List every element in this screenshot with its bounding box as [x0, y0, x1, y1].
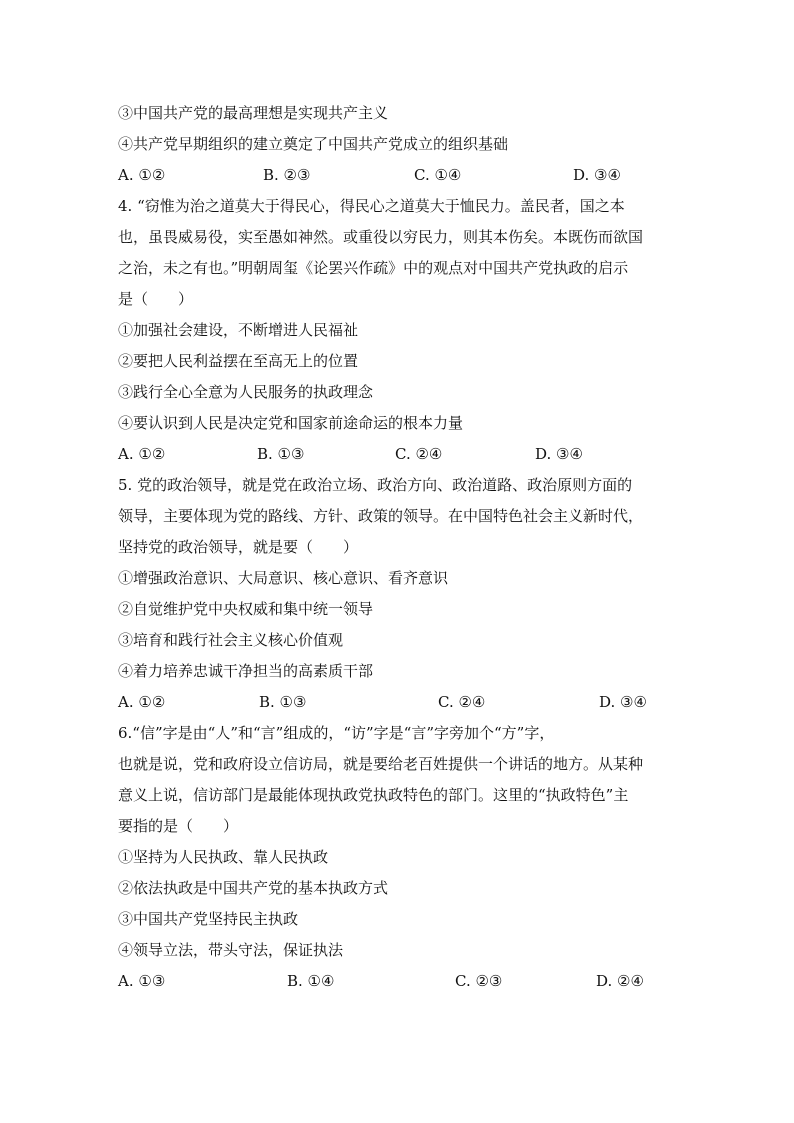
option-b: B. ①③ [259, 693, 307, 711]
question-stem-line: 领导，主要体现为党的路线、方针、政策的领导。在中国特色社会主义新时代， [118, 507, 644, 525]
question-stem-line: 也，虽畏威易役，实至愚如神然。或重役以穷民力，则其本伤矣。本既伤而欲国 [118, 228, 644, 246]
option-b: B. ①③ [257, 445, 305, 463]
statement: ②要把人民利益摆在至高无上的位置 [118, 352, 359, 370]
answer-options [118, 160, 688, 191]
statement: ④共产党早期组织的建立奠定了中国共产党成立的组织基础 [118, 135, 509, 153]
option-a: A. ①② [118, 693, 166, 711]
option-a: A. ①③ [118, 972, 166, 990]
exam-page [118, 98, 688, 997]
answer-options [118, 439, 688, 470]
option-d: D. ③④ [573, 166, 621, 184]
option-d: D. ②④ [596, 972, 644, 990]
option-c: C. ①④ [414, 166, 462, 184]
option-d: D. ③④ [535, 445, 583, 463]
question-4 [118, 191, 688, 470]
statement: ①增强政治意识、大局意识、核心意识、看齐意识 [118, 569, 449, 587]
question-stem-line: 5. 党的政治领导，就是党在政治立场、政治方向、政治道路、政治原则方面的 [118, 476, 633, 494]
option-c: C. ②④ [438, 693, 486, 711]
statement: ②自觉维护党中央权威和集中统一领导 [118, 600, 374, 618]
question-stem-line: 要指的是（ ） [118, 817, 239, 835]
question-3 [118, 98, 688, 191]
statement: ②依法执政是中国共产党的基本执政方式 [118, 879, 389, 897]
statement: ④领导立法，带头守法，保证执法 [118, 941, 344, 959]
question-stem-line: 坚持党的政治领导，就是要（ ） [118, 538, 359, 556]
option-b: B. ②③ [263, 166, 311, 184]
question-stem-line: 6.“信”字是由“人”和“言”组成的，“访”字是“言”字旁加个“方”字， [118, 724, 555, 742]
option-c: C. ②④ [395, 445, 443, 463]
question-stem-line: 是（ ） [118, 290, 194, 308]
statement: ③培育和践行社会主义核心价值观 [118, 631, 344, 649]
statement: ①加强社会建设，不断增进人民福祉 [118, 321, 359, 339]
question-6 [118, 718, 688, 997]
option-a: A. ①② [118, 166, 166, 184]
option-b: B. ①④ [287, 972, 335, 990]
question-stem-line: 也就是说，党和政府设立信访局，就是要给老百姓提供一个讲话的地方。从某种 [118, 755, 644, 773]
question-stem-line: 之治，未之有也。”明朝周玺《论罢兴作疏》中的观点对中国共产党执政的启示 [118, 259, 629, 277]
statement: ①坚持为人民执政、靠人民执政 [118, 848, 329, 866]
statement: ③中国共产党坚持民主执政 [118, 910, 299, 928]
option-c: C. ②③ [455, 972, 503, 990]
statement: ④着力培养忠诚干净担当的高素质干部 [118, 662, 374, 680]
option-a: A. ①② [118, 445, 166, 463]
answer-options [118, 966, 688, 997]
statement: ③中国共产党的最高理想是实现共产主义 [118, 104, 389, 122]
question-5 [118, 470, 688, 718]
statement: ④要认识到人民是决定党和国家前途命运的根本力量 [118, 414, 464, 432]
question-stem-line: 4. “窃惟为治之道莫大于得民心，得民心之道莫大于恤民力。盖民者，国之本 [118, 197, 625, 215]
answer-options [118, 687, 688, 718]
statement: ③践行全心全意为人民服务的执政理念 [118, 383, 374, 401]
option-d: D. ③④ [599, 693, 647, 711]
question-stem-line: 意义上说，信访部门是最能体现执政党执政特色的部门。这里的“执政特色”主 [118, 786, 629, 804]
